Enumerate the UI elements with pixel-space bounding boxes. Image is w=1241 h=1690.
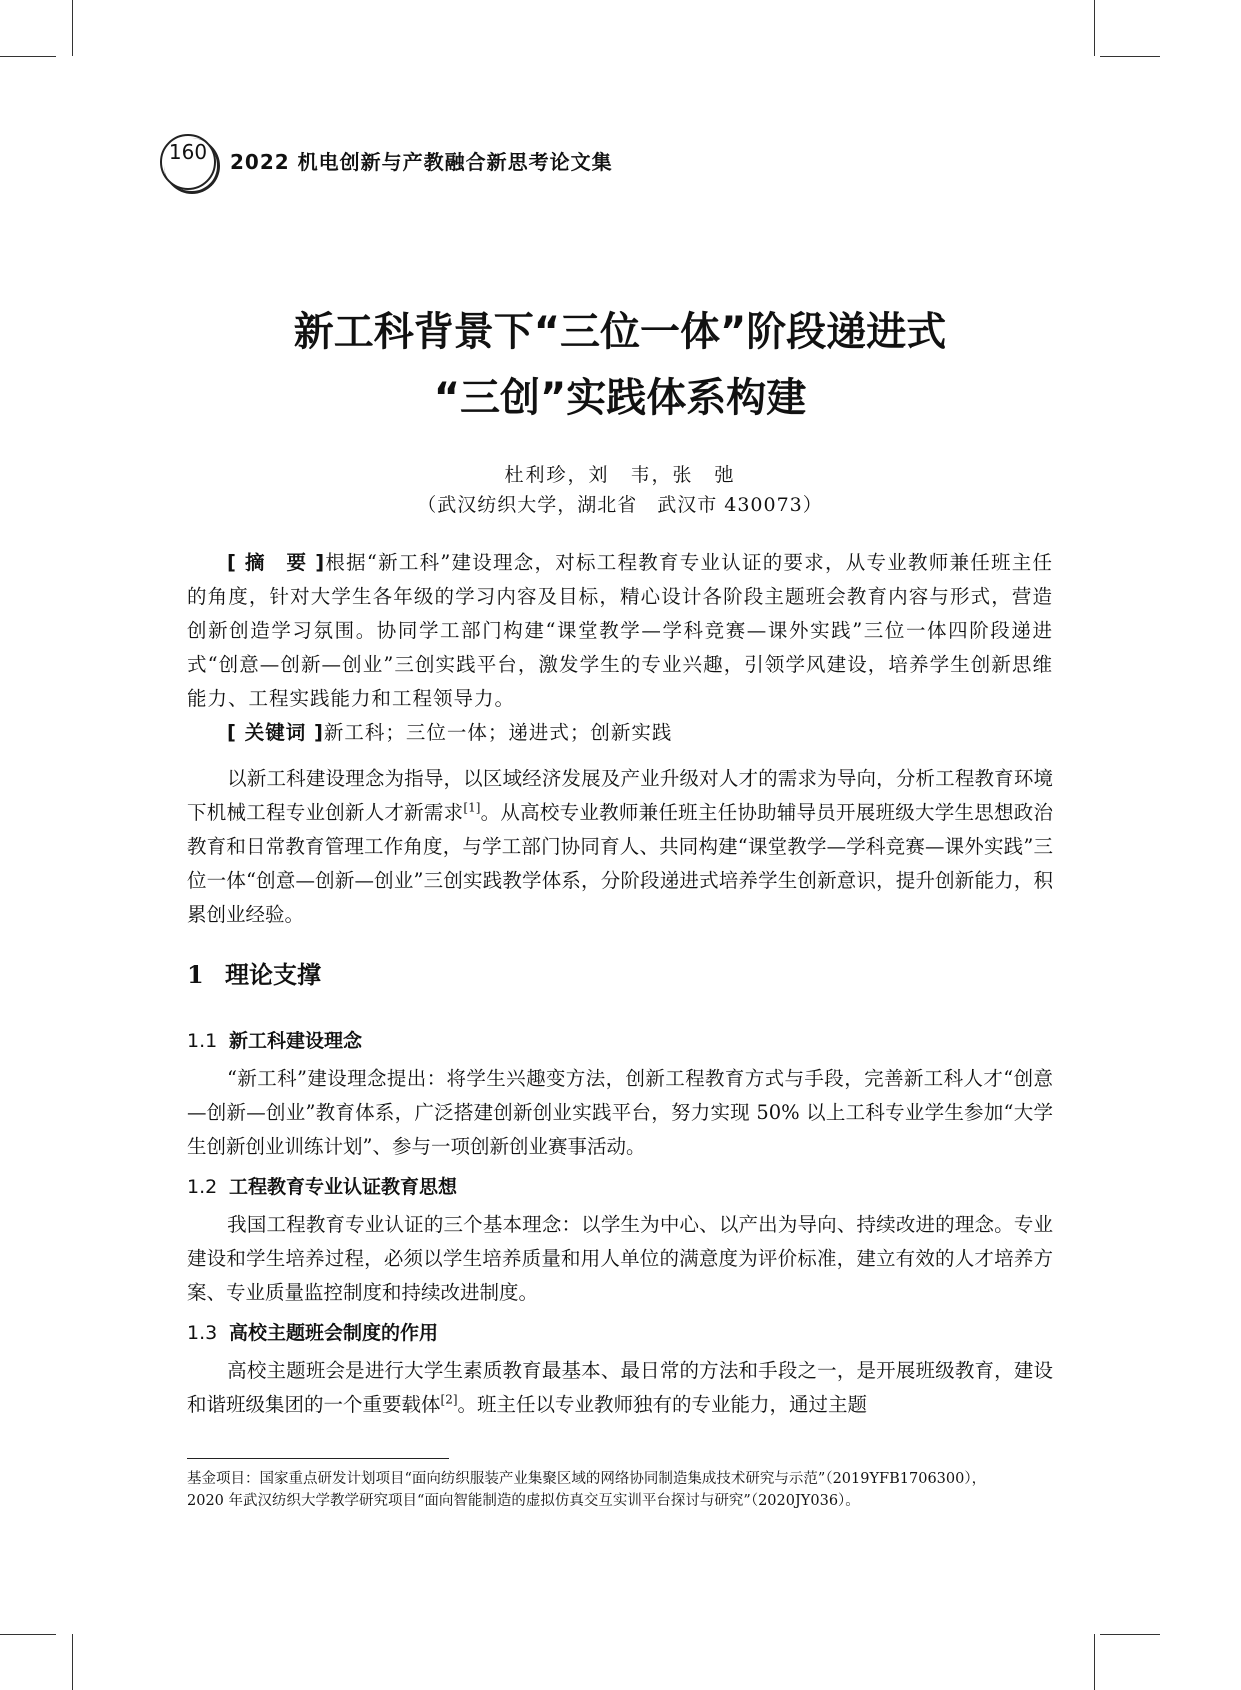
intro-text-2: 。从高校专业教师兼任班主任协助辅导员开展班级大学生思想政治教育和日常教育管理工作角度，与学工部门协同育人、共同构建“课堂教学—学科竞赛—课外实践”三位一体“创意—创新—创业”三创实践教学体系，分阶段递进式培养学生创新意识，提升创新能力，积累创业经验。 bbox=[187, 801, 1053, 926]
subsection-title: 新工科建设理念 bbox=[229, 1030, 363, 1052]
footnote-line-2: 2020 年武汉纺织大学教学研究项目“面向智能制造的虚拟仿真交互实训平台探讨与研究”（2020JY036）。 bbox=[187, 1493, 860, 1509]
paragraph-text: “新工科”建设理念提出：将学生兴趣变方法，创新工程教育方式与手段，完善新工科人才“创意—创新—创业”教育体系，广泛搭建创新创业实践平台，努力实现 50% 以上工科专业学生参加“大学生创新创业训练计划”、参与一项创新创业赛事活动。 bbox=[187, 1067, 1053, 1158]
crop-mark bbox=[1100, 56, 1160, 57]
keywords-label: [ 关键词 ] bbox=[227, 721, 324, 744]
crop-mark bbox=[0, 1634, 56, 1635]
page-number: 160 bbox=[168, 140, 208, 164]
article-title-line-1: 新工科背景下“三位一体”阶段递进式 bbox=[293, 309, 947, 355]
subsection-title: 工程教育专业认证教育思想 bbox=[229, 1176, 458, 1198]
footnote-line-1: 基金项目：国家重点研发计划项目“面向纺织服装产业集聚区域的网络协同制造集成技术研究与示范”（2019YFB1706300）， bbox=[187, 1471, 987, 1487]
abstract-text: 根据“新工科”建设理念，对标工程教育专业认证的要求，从专业教师兼任班主任的角度，针对大学生各年级的学习内容及目标，精心设计各阶段主题班会教育内容与形式，营造创新创造学习氛围。协同学工部门构建“课堂教学—学科竞赛—课外实践”三位一体四阶段递进式“创意—创新—创业”三创实践平台，激发学生的专业兴趣，引领学风建设，培养学生创新思维能力、工程实践能力和工程领导力。 bbox=[187, 551, 1053, 710]
section-title: 理论支撑 bbox=[225, 960, 321, 989]
subsection-paragraph bbox=[187, 1208, 1053, 1310]
crop-mark bbox=[0, 56, 56, 57]
subsection-title: 高校主题班会制度的作用 bbox=[229, 1322, 439, 1344]
paragraph-text: 高校主题班会是进行大学生素质教育最基本、最日常的方法和手段之一，是开展班级教育，建设和谐班级集团的一个重要载体 bbox=[187, 1359, 1053, 1416]
subsection-number: 1.3 bbox=[187, 1322, 218, 1344]
running-title: 2022 机电创新与产教融合新思考论文集 bbox=[230, 150, 613, 174]
abstract-label: [ 摘 要 ] bbox=[227, 551, 326, 574]
subsection-heading bbox=[187, 1172, 457, 1199]
section-number: 1 bbox=[187, 960, 204, 989]
intro-paragraph bbox=[187, 762, 1053, 932]
crop-mark bbox=[1094, 1634, 1095, 1690]
article-title-line-2: “三创”实践体系构建 bbox=[433, 375, 807, 421]
affiliation: （武汉纺织大学，湖北省 武汉市 430073） bbox=[417, 494, 823, 516]
subsection-heading bbox=[187, 1026, 362, 1053]
subsection-number: 1.2 bbox=[187, 1176, 218, 1198]
crop-mark bbox=[1094, 0, 1095, 56]
paragraph-text: 我国工程教育专业认证的三个基本理念：以学生为中心、以产出为导向、持续改进的理念。专业建设和学生培养过程，必须以学生培养质量和用人单位的满意度为评价标准，建立有效的人才培养方案、专业质量监控制度和持续改进制度。 bbox=[187, 1213, 1053, 1304]
paragraph-text: 。班主任以专业教师独有的专业能力，通过主题 bbox=[457, 1393, 868, 1416]
subsection-heading bbox=[187, 1318, 438, 1345]
crop-mark bbox=[1100, 1634, 1160, 1635]
intro-text-1: 以新工科建设理念为指导，以区域经济发展及产业升级对人才的需求为导向，分析工程教育环境下机械工程专业创新人才新需求 bbox=[187, 767, 1053, 824]
citation-ref: [2] bbox=[440, 1392, 458, 1407]
abstract bbox=[187, 546, 1053, 716]
footnote bbox=[187, 1468, 1067, 1512]
keywords bbox=[187, 716, 1053, 750]
authors: 杜利珍，刘 韦，张 弛 bbox=[504, 464, 736, 486]
subsection-paragraph bbox=[187, 1062, 1053, 1164]
footnote-rule bbox=[187, 1458, 449, 1459]
subsection-number: 1.1 bbox=[187, 1030, 218, 1052]
keywords-text: 新工科；三位一体；递进式；创新实践 bbox=[323, 721, 673, 744]
subsection-paragraph bbox=[187, 1354, 1053, 1422]
crop-mark bbox=[72, 1634, 73, 1690]
crop-mark bbox=[72, 0, 73, 56]
section-heading bbox=[187, 955, 321, 990]
citation-ref: [1] bbox=[463, 800, 481, 815]
